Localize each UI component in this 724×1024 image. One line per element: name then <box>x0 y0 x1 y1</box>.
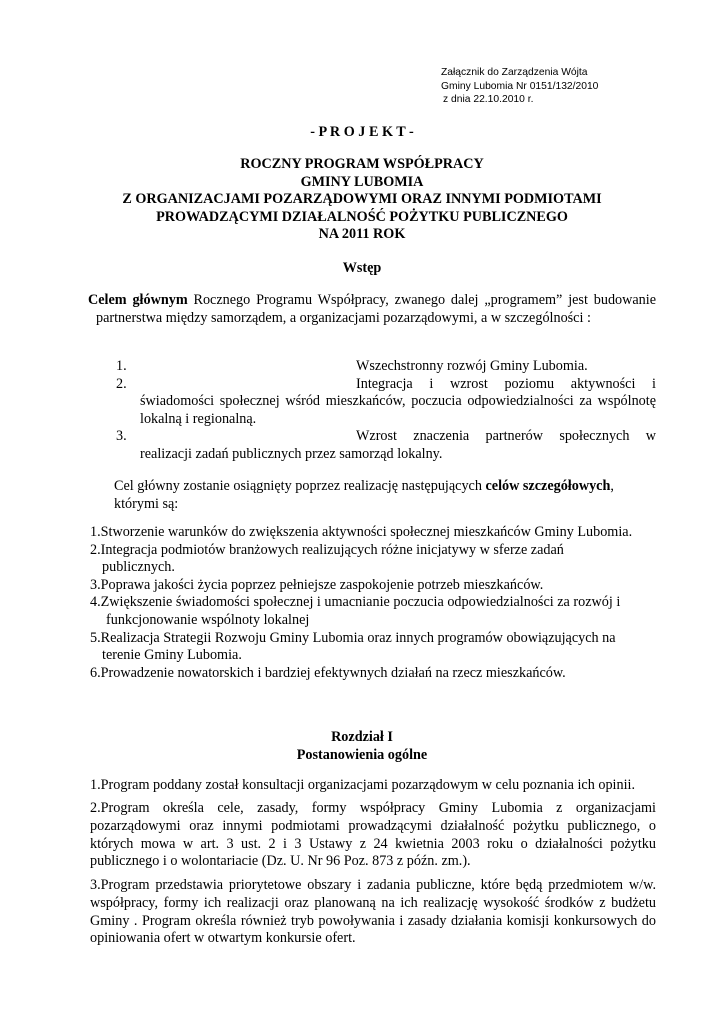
goal-item-4 <box>90 594 656 629</box>
title-line-1: ROCZNY PROGRAM WSPÓŁPRACY <box>240 156 484 172</box>
intro-item-3-text: Wzrost znaczenia partnerów społecznych w realizacji zadań publicznych przez samorząd lokalny. <box>140 428 656 462</box>
title-line-4: PROWADZĄCYMI DZIAŁALNOŚĆ POŻYTKU PUBLICZNEGO <box>156 208 568 225</box>
goal-item-2 <box>90 542 656 577</box>
intro-lead-bold: Celem głównym <box>88 292 188 308</box>
goal-item-1 <box>90 524 656 542</box>
goal-text: Cel główny zostanie osiągnięty poprzez realizację następujących <box>114 478 486 494</box>
goal-item-6 <box>90 665 656 683</box>
goal-1-text: Stworzenie warunków do zwiększenia aktywności społecznej mieszkańców Gminy Lubomia. <box>100 524 633 540</box>
intro-item-1-number: 1. <box>116 358 127 374</box>
intro-item-2-number: 2. <box>116 375 127 392</box>
chapter-1-number: Rozdział I <box>331 729 393 745</box>
goal-4-number: 4. <box>90 594 101 611</box>
title-line-3: Z ORGANIZACJAMI POZARZĄDOWYMI ORAZ INNYMI PODMIOTAMI <box>122 191 602 208</box>
intro-item-2-text: Integracja i wzrost poziomu aktywności i świadomości społecznej wśród mieszkańców, poczucia odpowiedzialności za wspólnotę lokalną i regionalną. <box>140 375 656 427</box>
intro-lead-text: Rocznego Programu Współpracy, zwanego dalej „programem” jest budowanie partnerstwa między samorządem, a organizacjami pozarządowymi, a w szczególności : <box>96 292 657 326</box>
intro-item-2 <box>116 376 656 429</box>
projekt-label: - P R O J E K T - <box>310 124 414 140</box>
goal-3-text: Poprawa jakości życia poprzez pełniejsze zaspokojenie potrzeb mieszkańców. <box>100 576 544 593</box>
goal-6-text: Prowadzenie nowatorskich i bardziej efektywnych działań na rzecz mieszkańców. <box>100 664 566 681</box>
goal-item-5 <box>90 630 656 665</box>
goal-3-number: 3. <box>90 576 101 593</box>
goals-list <box>90 524 656 682</box>
intro-item-3 <box>116 428 656 463</box>
goal-end: , którymi są: <box>114 478 614 512</box>
intro-list <box>116 358 656 464</box>
document-title <box>70 156 654 244</box>
annex-line-2: Gminy Lubomia Nr 0151/132/2010 <box>441 80 599 92</box>
chapter-1-paragraph-3: 3.Program przedstawia priorytetowe obszary i zadania publiczne, które będą przedmiotem w/w. współpracy, formy ich realizacji oraz planowaną na ich realizację wysokość środków z budżetu Gminy . Program określa również tryb powoływania i zasady działania komisji konkursowych do opiniowania ofert w otwartym konkursie ofert. <box>90 877 656 947</box>
intro-paragraph <box>88 292 657 328</box>
annex-note <box>441 66 598 107</box>
goal-5-text: Realizacja Strategii Rozwoju Gminy Lubomia oraz innych programów obowiązujących na terenie Gminy Lubomia. <box>100 629 616 664</box>
intro-item-1-text: Wszechstronny rozwój Gminy Lubomia. <box>356 358 588 374</box>
chapter-1-paragraph-2: 2.Program określa cele, zasady, formy współpracy Gminy Lubomia z organizacjami pozarządowymi oraz innymi podmiotami prowadzącymi działalność pożytku publicznego, o których mowa w art. 3 ust. 2 i 3 Ustawy z 24 kwietnia 2003 roku o działalności pożytku publicznego i o wolontariacie (Dz. U. Nr 96 Poz. 873 z późn. zm.). <box>90 800 656 870</box>
title-line-5: NA 2011 ROK <box>318 226 406 243</box>
goal-6-number: 6. <box>90 664 101 681</box>
goal-2-text: Integracja podmiotów branżowych realizujących różne inicjatywy w sferze zadań publicznych. <box>100 541 564 576</box>
goal-2-number: 2. <box>90 541 101 558</box>
intro-item-1 <box>116 358 656 376</box>
goal-bold: celów szczegółowych <box>485 478 611 494</box>
chapter-1-paragraph-1: 1.Program poddany został konsultacji organizacjami pozarządowym w celu poznania ich opinii. <box>90 777 636 793</box>
goal-4-text: Zwiększenie świadomości społecznej i umacnianie poczucia odpowiedzialności za rozwój i funkcjonowanie wspólnoty lokalnej <box>100 594 621 628</box>
goal-paragraph <box>114 478 644 513</box>
goal-1-number: 1. <box>90 524 101 540</box>
intro-item-3-number: 3. <box>116 428 127 445</box>
chapter-1-heading <box>70 729 654 764</box>
goal-item-3 <box>90 577 656 595</box>
annex-line-1: Załącznik do Zarządzenia Wójta <box>441 67 588 78</box>
title-line-2: GMINY LUBOMIA <box>300 173 424 190</box>
annex-line-3: z dnia 22.10.2010 r. <box>443 94 534 106</box>
intro-heading: Wstęp <box>342 260 382 276</box>
chapter-1-title: Postanowienia ogólne <box>296 746 428 763</box>
goal-5-number: 5. <box>90 629 101 646</box>
